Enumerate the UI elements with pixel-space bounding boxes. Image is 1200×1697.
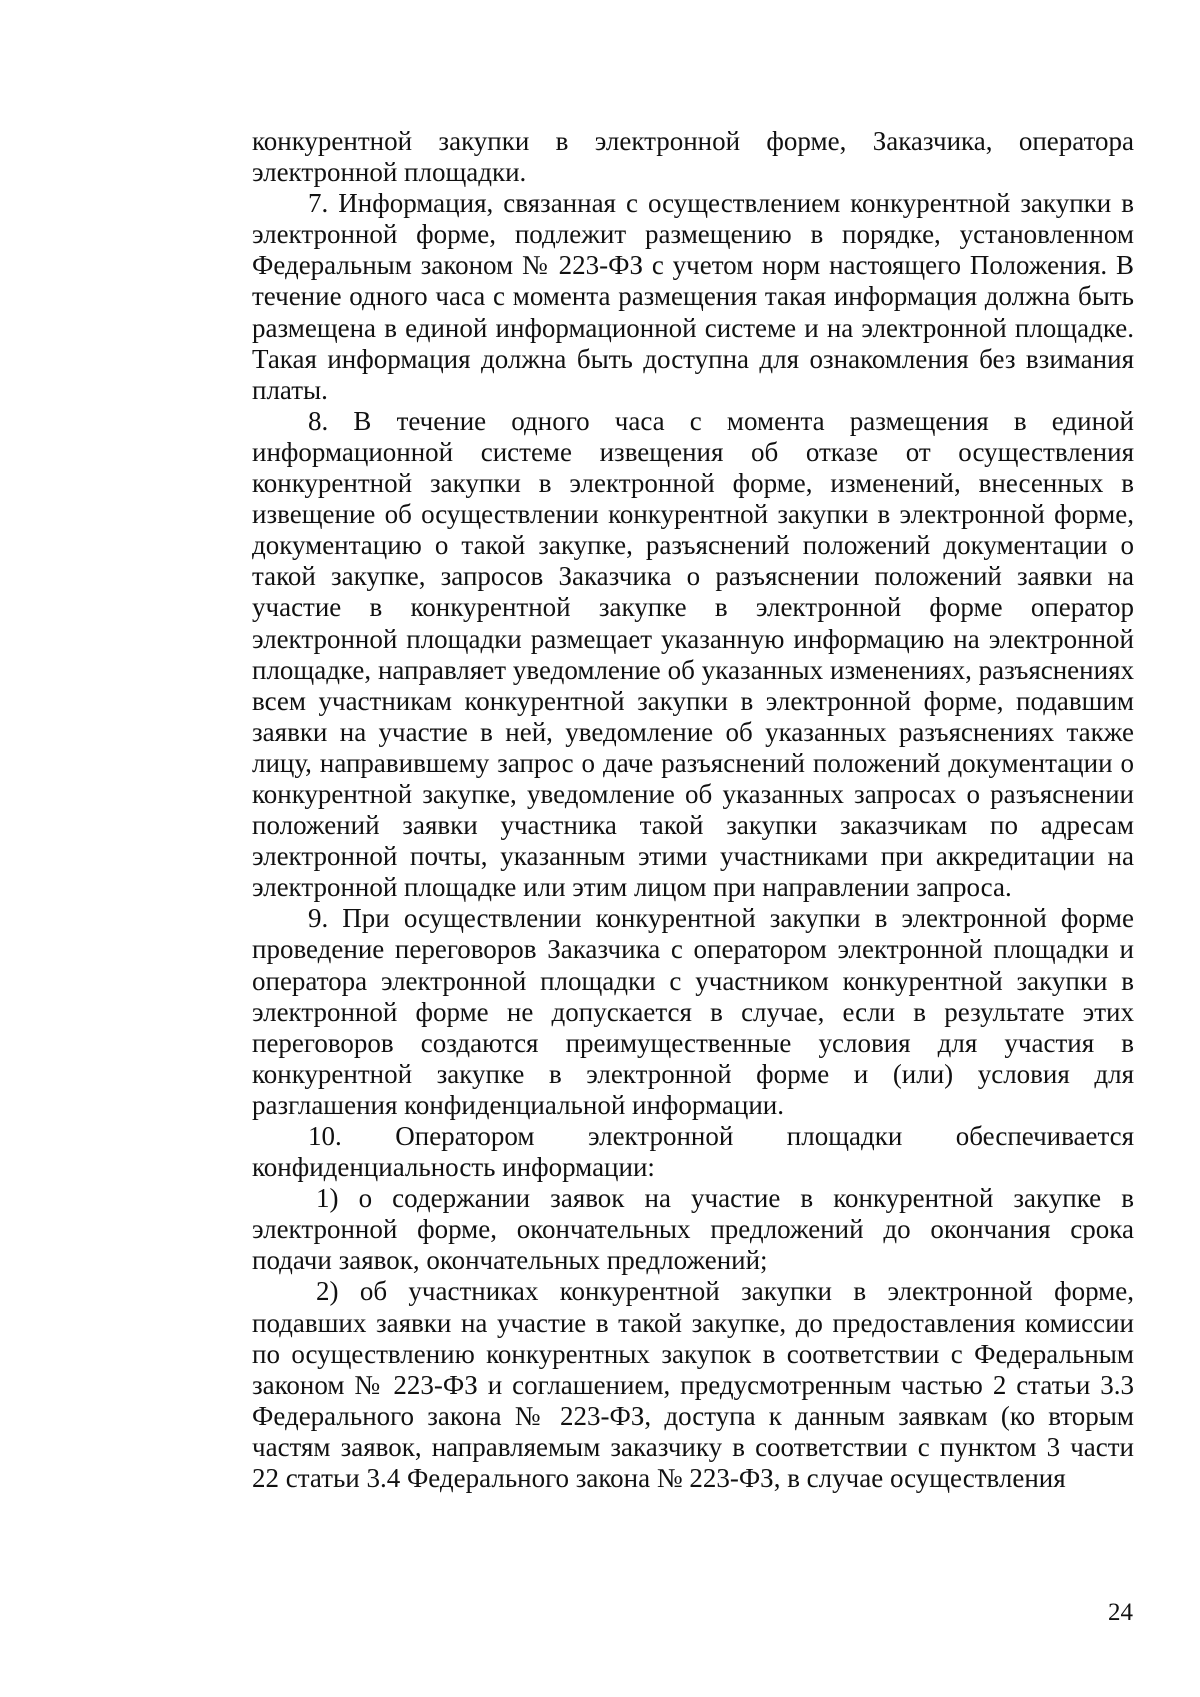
paragraph-10-item-2: 2) об участниках конкурентной закупки в электронной форме, подавших заявки на участие в такой закупке, до предоставления комиссии по осуществлению конкурентных закупок в соответствии с Федеральным законом № 223-ФЗ и соглашением, предусмотренным частью 2 статьи 3.3 Федерального закона № 223-ФЗ, доступа к данным заявкам (ко вторым частям заявок, направляемым заказчику в соответствии с пунктом 3 части 22 статьи 3.4 Федерального закона № 223-ФЗ, в случае осуществления xyxy=(252,1276,1134,1494)
document-body xyxy=(252,126,1134,1494)
paragraph-7: 7. Информация, связанная с осуществлением конкурентной закупки в электронной форме, подлежит размещению в порядке, установленном Федеральным законом № 223-ФЗ с учетом норм настоящего Положения. В течение одного часа с момента размещения такая информация должна быть размещена в единой информационной системе и на электронной площадке. Такая информация должна быть доступна для ознакомления без взимания платы. xyxy=(252,188,1134,405)
paragraph-continuation: конкурентной закупки в электронной форме, Заказчика, оператора электронной площадки. xyxy=(252,126,1134,188)
paragraph-10-item-1: 1) о содержании заявок на участие в конкурентной закупке в электронной форме, окончательных предложений до окончания срока подачи заявок, окончательных предложений; xyxy=(252,1183,1134,1276)
paragraph-9: 9. При осуществлении конкурентной закупки в электронной форме проведение переговоров Заказчика с оператором электронной площадки и оператора электронной площадки с участником конкурентной закупки в электронной форме не допускается в случае, если в результате этих переговоров создаются преимущественные условия для участия в конкурентной закупке в электронной форме и (или) условия для разглашения конфиденциальной информации. xyxy=(252,903,1134,1120)
page-number: 24 xyxy=(1108,1599,1133,1626)
paragraph-10: 10. Оператором электронной площадки обеспечивается конфиденциальность информации: xyxy=(252,1121,1134,1183)
paragraph-8: 8. В течение одного часа с момента размещения в единой информационной системе извещения об отказе от осуществления конкурентной закупки в электронной форме, изменений, внесенных в извещение об осуществлении конкурентной закупки в электронной форме, документацию о такой закупке, разъяснений положений документации о такой закупке, запросов Заказчика о разъяснении положений заявки на участие в конкурентной закупке в электронной форме оператор электронной площадки размещает указанную информацию на электронной площадке, направляет уведомление об указанных изменениях, разъяснениях всем участникам конкурентной закупки в электронной форме, подавшим заявки на участие в ней, уведомление об указанных разъяснениях также лицу, направившему запрос о даче разъяснений положений документации о конкурентной закупке, уведомление об указанных запросах о разъяснении положений заявки участника такой закупки заказчикам по адресам электронной почты, указанным этими участниками при аккредитации на электронной площадке или этим лицом при направлении запроса. xyxy=(252,405,1134,903)
